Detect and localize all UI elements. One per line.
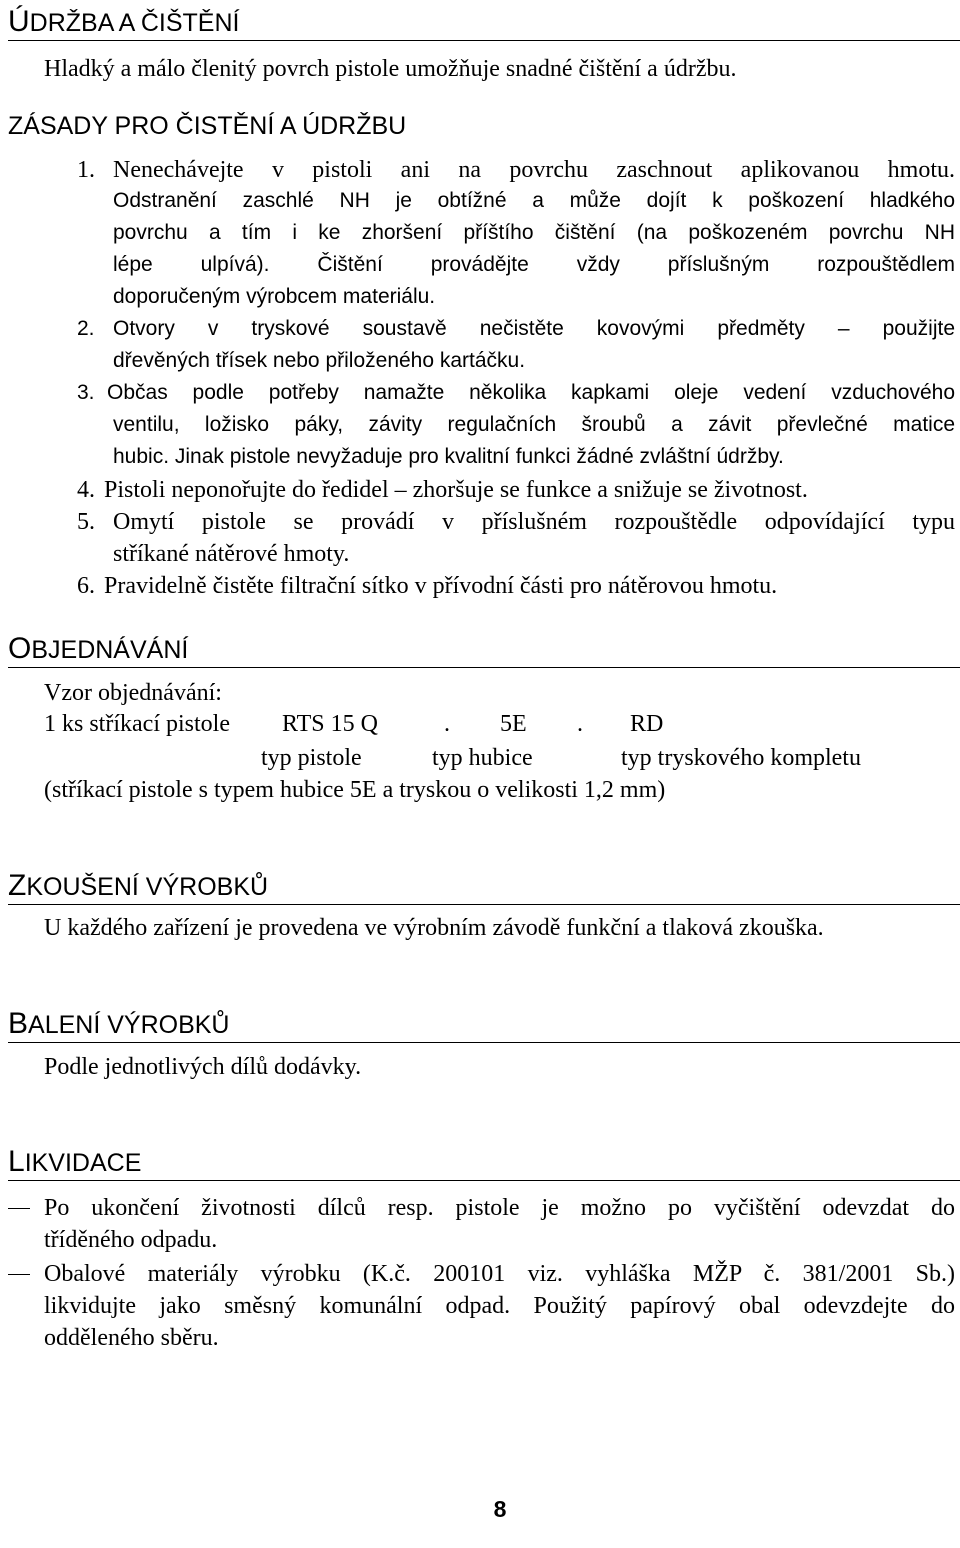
list-bullet-dash — [8, 1208, 30, 1209]
heading-rule — [8, 1180, 960, 1181]
list-item-number: 3. — [77, 381, 95, 404]
order-code-nozzle: 5E — [500, 711, 527, 737]
list-item-line: ventilu, ložisko páky, závity regulačních šroubů a závit převlečné matice — [113, 413, 955, 436]
list-item-line: Omytí pistole se provádí v příslušném rozpouštědle odpovídající typu — [113, 509, 955, 535]
list-item-line: Občas podle potřeby namažte několika kapkami oleje vedení vzduchového — [107, 381, 955, 404]
section-heading-objednavani: OBJEDNÁVÁNÍ — [8, 632, 189, 665]
order-example-prefix: 1 ks stříkací pistole — [44, 711, 230, 737]
order-intro: Vzor objednávání: — [44, 680, 222, 706]
list-item-number: 6. — [77, 573, 95, 599]
order-label-pistol: typ pistole — [261, 745, 362, 771]
udrzba-text: Hladký a málo členitý povrch pistole umožňuje snadné čištění a údržbu. — [44, 56, 737, 82]
list-item-line: tříděného odpadu. — [44, 1227, 218, 1253]
order-code-separator: . — [444, 711, 450, 737]
heading-rule — [8, 667, 960, 668]
list-item-line: dřevěných třísek nebo přiloženého kartáčku. — [113, 349, 526, 372]
section-heading-baleni: BALENÍ VÝROBKŮ — [8, 1007, 230, 1040]
list-item-line: likvidujte jako směsný komunální odpad. Použitý papírový obal odevzdejte do — [44, 1293, 955, 1319]
heading-rule — [8, 904, 960, 905]
order-code-pistol: RTS 15 Q — [282, 711, 378, 737]
list-item-line: doporučeným výrobcem materiálu. — [113, 285, 436, 308]
list-item-line: Pravidelně čistěte filtrační sítko v přívodní části pro nátěrovou hmotu. — [104, 573, 778, 599]
section-heading-zasady: ZÁSADY PRO ČISTĚNÍ A ÚDRŽBU — [8, 112, 407, 140]
list-item-number: 4. — [77, 477, 95, 503]
order-code-separator: . — [577, 711, 583, 737]
order-label-jet: typ tryskového kompletu — [621, 745, 861, 771]
list-item-line: Pistoli neponořujte do ředidel – zhoršuje se funkce a snižuje se životnost. — [104, 477, 808, 503]
list-item-line: stříkané nátěrové hmoty. — [113, 541, 350, 567]
list-item-line: Po ukončení životnosti dílců resp. pistole je možno po vyčištění odevzdat do — [44, 1195, 955, 1221]
order-code-jet: RD — [630, 711, 664, 737]
section-heading-udrzba: ÚDRŽBA A ČIŠTĚNÍ — [8, 5, 240, 38]
order-label-nozzle: typ hubice — [432, 745, 533, 771]
list-item-number: 5. — [77, 509, 95, 535]
order-explanation: (stříkací pistole s typem hubice 5E a tryskou o velikosti 1,2 mm) — [44, 777, 666, 803]
section-heading-zkouseni: ZKOUŠENÍ VÝROBKŮ — [8, 869, 269, 902]
list-item-line: povrchu a tím i ke zhoršení příštího čištění (na poškozeném povrchu NH — [113, 221, 955, 244]
list-item-number: 2. — [77, 317, 95, 340]
list-item-line: Otvory v tryskové soustavě nečistěte kovovými předměty – použijte — [113, 317, 955, 340]
list-bullet-dash — [8, 1274, 30, 1275]
list-item-line: Nenechávejte v pistoli ani na povrchu zaschnout aplikovanou hmotu. — [113, 157, 955, 183]
list-item-line: odděleného sběru. — [44, 1325, 219, 1351]
list-item-line: Odstranění zaschlé NH je obtížné a může dojít k poškození hladkého — [113, 189, 955, 212]
baleni-text: Podle jednotlivých dílů dodávky. — [44, 1054, 362, 1080]
heading-rule — [8, 1042, 960, 1043]
page-number: 8 — [493, 1496, 507, 1522]
list-item-line: lépe ulpívá). Čištění provádějte vždy příslušným rozpouštědlem — [113, 253, 955, 276]
list-item-number: 1. — [77, 157, 95, 183]
list-item-line: hubic. Jinak pistole nevyžaduje pro kvalitní funkci žádné zvláštní údržby. — [113, 445, 784, 468]
list-item-line: Obalové materiály výrobku (K.č. 200101 viz. vyhláška MŽP č. 381/2001 Sb.) — [44, 1261, 955, 1287]
heading-rule — [8, 40, 960, 41]
section-heading-likvidace: LIKVIDACE — [8, 1145, 142, 1178]
zkouseni-text: U každého zařízení je provedena ve výrobním závodě funkční a tlaková zkouška. — [44, 915, 824, 941]
